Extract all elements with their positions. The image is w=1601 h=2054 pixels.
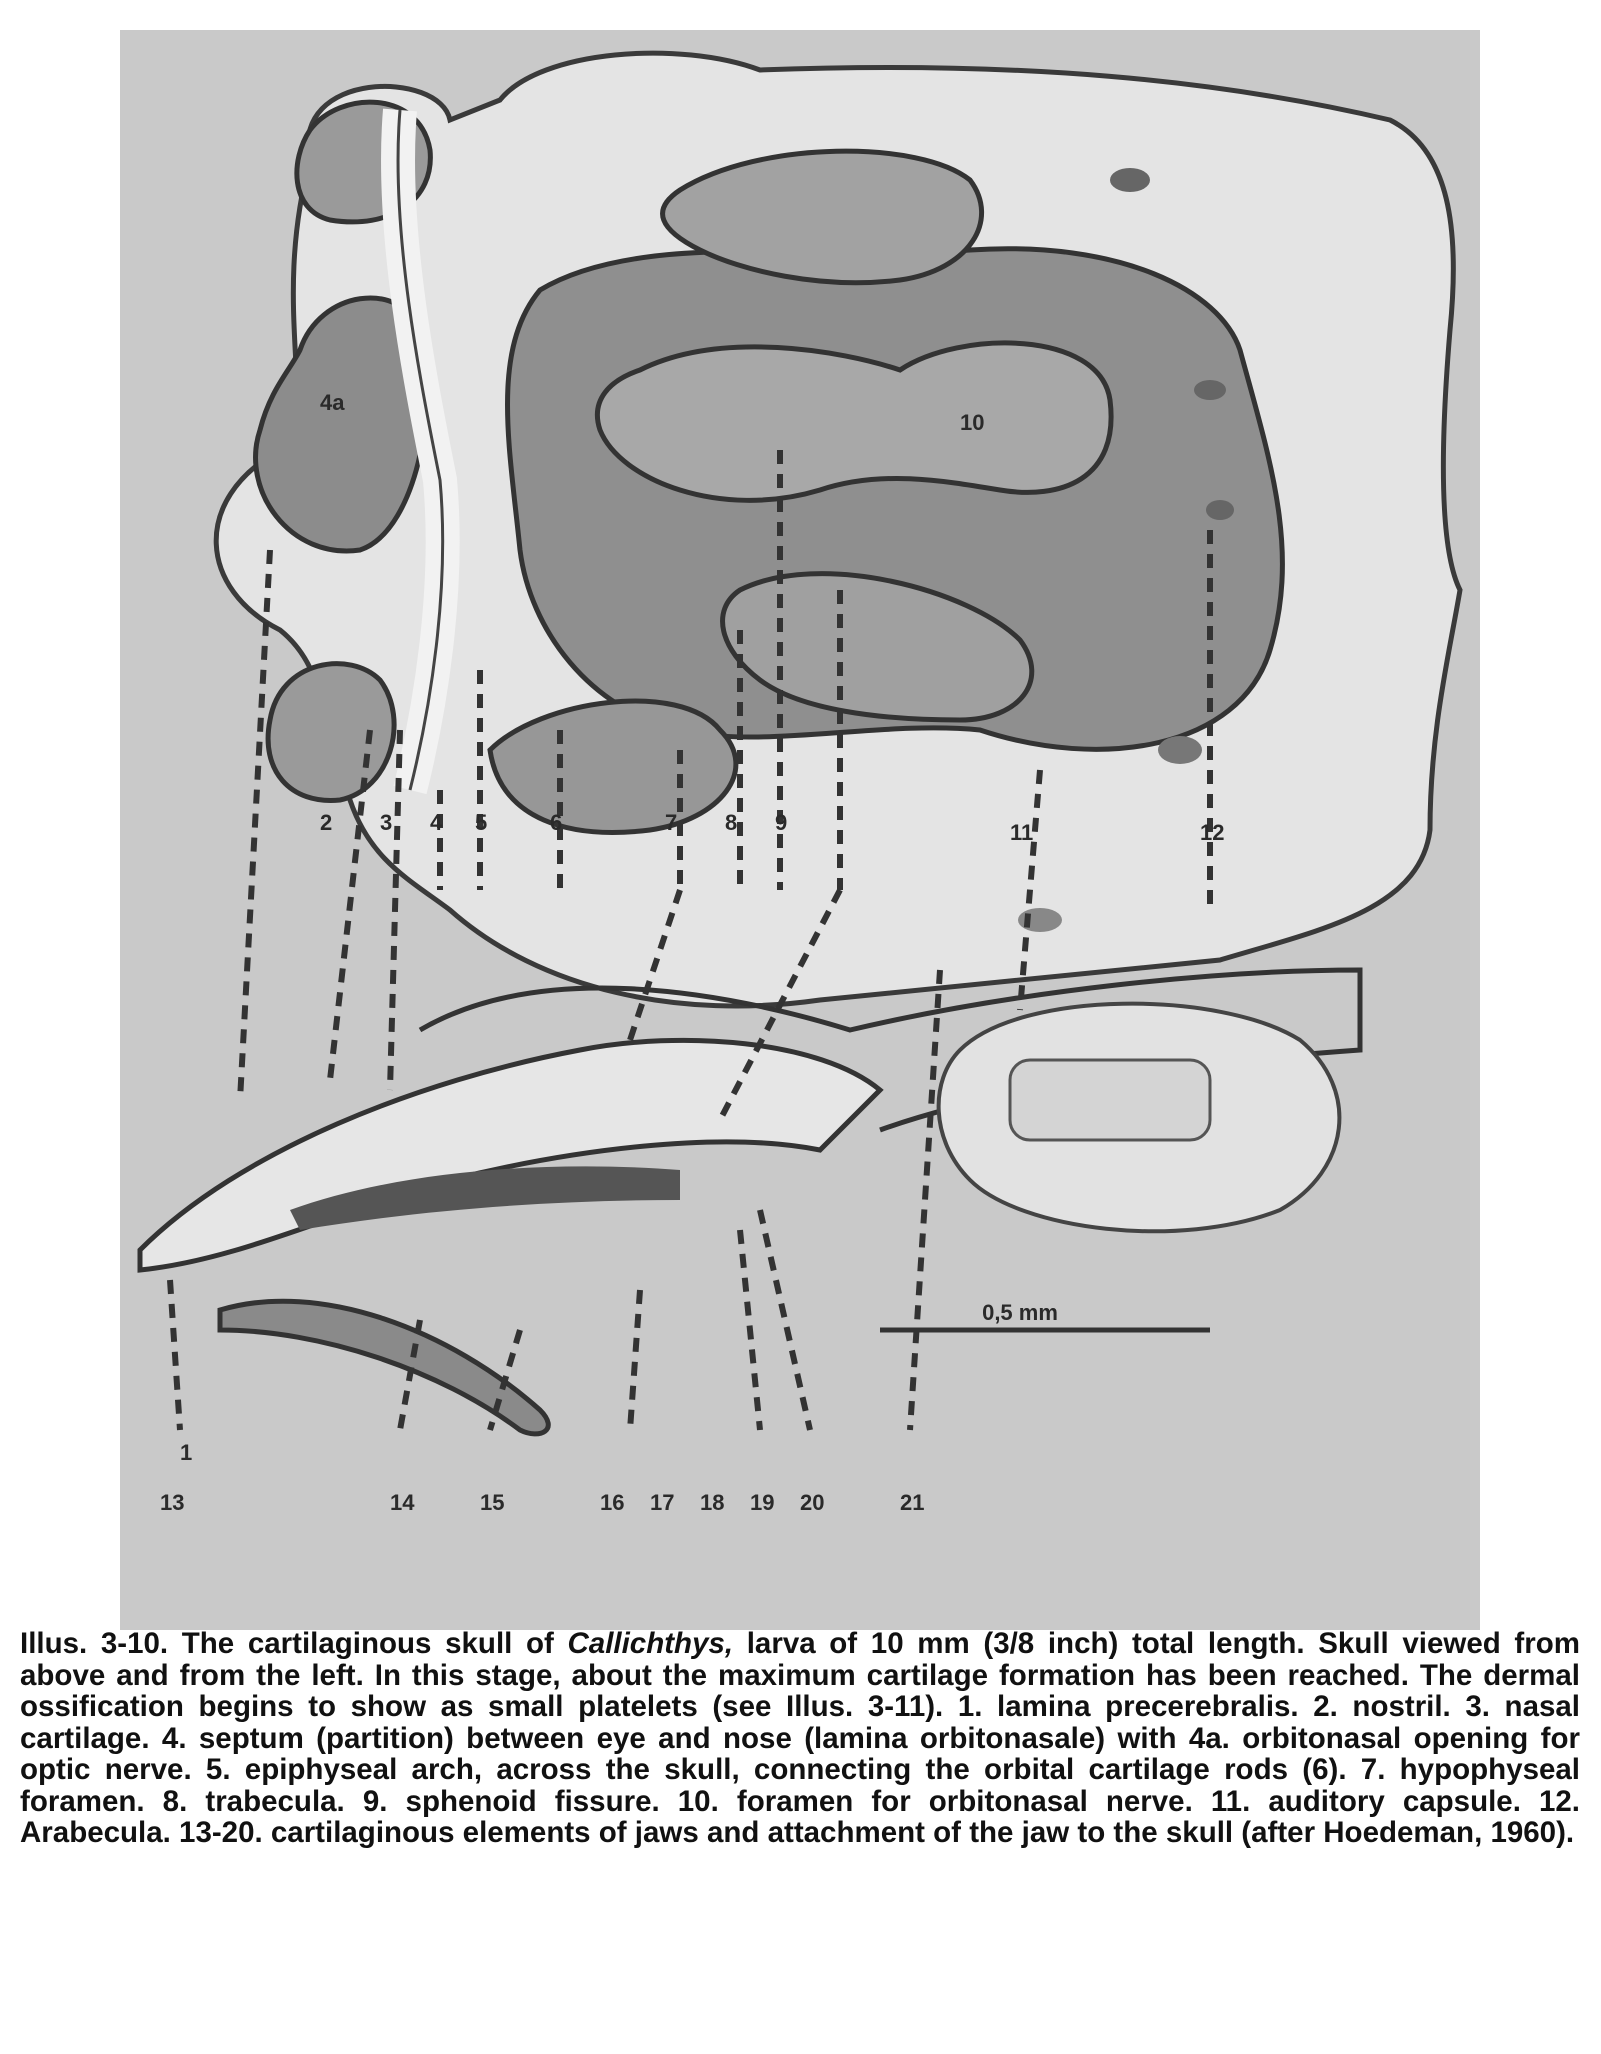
label-9: 9: [775, 810, 788, 835]
label-2: 2: [320, 810, 333, 835]
label-16: 16: [600, 1490, 625, 1515]
label-1: 1: [180, 1440, 193, 1465]
foramen-dot: [1194, 380, 1226, 400]
foramen-dot: [1206, 500, 1234, 520]
label-8: 8: [725, 810, 738, 835]
label-12: 12: [1200, 820, 1225, 845]
label-11: 11: [1010, 820, 1034, 845]
label-14: 14: [390, 1490, 415, 1515]
auditory-inner: [1010, 1060, 1210, 1140]
label-18: 18: [700, 1490, 725, 1515]
caption-paragraph: [20, 1628, 1580, 1849]
caption-genus: Callichthys,: [567, 1627, 734, 1660]
anterior-lower-loop: [268, 664, 394, 801]
label-20: 20: [800, 1490, 825, 1515]
label-13: 13: [160, 1490, 185, 1515]
label-10: 10: [960, 410, 985, 435]
skull-diagram: [120, 30, 1480, 1630]
label-19: 19: [750, 1490, 775, 1515]
label-3: 3: [380, 810, 393, 835]
foramen-dot: [1110, 168, 1150, 192]
label-4: 4: [430, 810, 443, 835]
caption-body: larva of 10 mm (3/8 inch) total length. Skull viewed from above and from the left. In this stage, about the maximum cartilage formation has been reached. The dermal ossification begins to show as small platelets (see Illus. 3-11). 1. lamina precerebralis. 2. nostril. 3. nasal cartilage. 4. septum (partition) between eye and nose (lamina orbitonasale) with 4a. orbitonasal opening for optic nerve. 5. epiphyseal arch, across the skull, connecting the orbital cartilage rods (6). 7. hypophyseal foramen. 8. trabecula. 9. sphenoid fissure. 10. foramen for orbitonasal nerve. 11. auditory capsule. 12. Arabecula. 13-20. cartilaginous elements of jaws and attachment of the jaw to the skull (after Hoedeman, 1960).: [20, 1627, 1580, 1849]
cranial-central-lobe: [597, 343, 1111, 500]
label-5: 5: [475, 810, 488, 835]
label-17: 17: [650, 1490, 675, 1515]
scale-bar-label: 0,5 mm: [982, 1300, 1058, 1325]
label-21: 21: [900, 1490, 925, 1515]
label-7: 7: [665, 810, 678, 835]
caption-lead: Illus. 3-10. The cartilaginous skull of: [20, 1627, 568, 1660]
label-4a: 4a: [320, 390, 345, 415]
label-15: 15: [480, 1490, 505, 1515]
label-6: 6: [550, 810, 563, 835]
foramen-dot: [1158, 736, 1202, 764]
figure-caption: [20, 1628, 1580, 1849]
